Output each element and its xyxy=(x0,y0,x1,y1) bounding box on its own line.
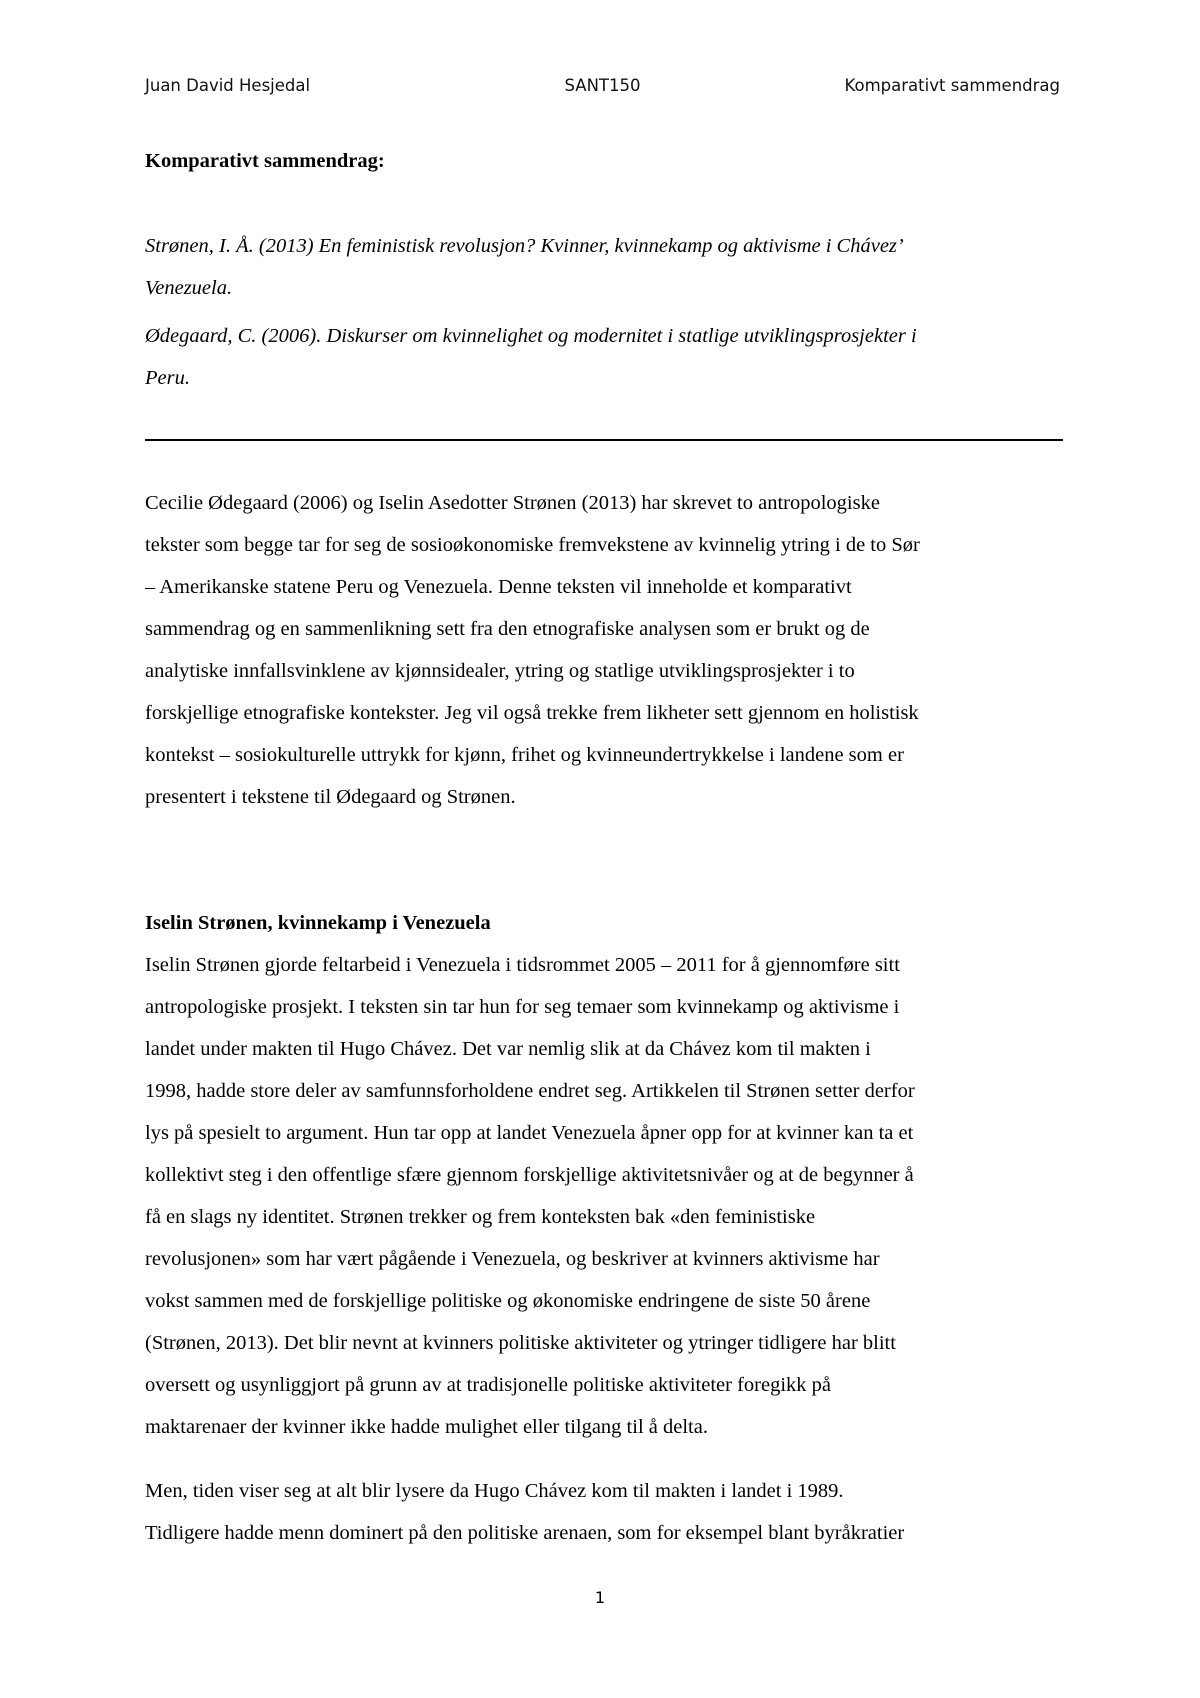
paragraph-line: Men, tiden viser seg at alt blir lysere da Hugo Chávez kom til makten i landet i 1989. xyxy=(145,1480,844,1502)
page-number: 1 xyxy=(594,1588,606,1607)
reference-line: Peru. xyxy=(145,367,190,389)
section-heading: Iselin Strønen, kvinnekamp i Venezuela xyxy=(145,912,491,934)
section-paragraph xyxy=(145,944,1063,1448)
paragraph-line: presentert i tekstene til Ødegaard og Strønen. xyxy=(145,786,516,808)
paragraph-line: kollektivt steg i den offentlige sfære gjennom forskjellige aktivitetsnivåer og at de begynner å xyxy=(145,1164,914,1186)
reference-line: Ødegaard, C. (2006). Diskurser om kvinnelighet og modernitet i statlige utviklingsprosjekter i xyxy=(145,325,917,347)
reference-line: Strønen, I. Å. (2013) En feministisk revolusjon? Kvinner, kvinnekamp og aktivisme i Chávez’ xyxy=(145,235,904,257)
page-header xyxy=(145,76,1060,100)
paragraph-line: (Strønen, 2013). Det blir nevnt at kvinners politiske aktiviteter og ytringer tidligere har blitt xyxy=(145,1332,896,1354)
paragraph-line: Tidligere hadde menn dominert på den politiske arenaen, som for eksempel blant byråkratier xyxy=(145,1522,905,1544)
reference-line: Venezuela. xyxy=(145,277,233,299)
document-title: Komparativt sammendrag: xyxy=(145,150,385,172)
paragraph-line: analytiske innfallsvinklene av kjønnsidealer, ytring og statlige utviklingsprosjekter i to xyxy=(145,660,855,682)
paragraph-line: 1998, hadde store deler av samfunnsforholdene endret seg. Artikkelen til Strønen setter derfor xyxy=(145,1080,915,1102)
paragraph-line: kontekst – sosiokulturelle uttrykk for kjønn, frihet og kvinneundertrykkelse i landene som er xyxy=(145,744,904,766)
header-author: Juan David Hesjedal xyxy=(145,76,311,95)
reference-odegaard xyxy=(145,315,1063,399)
section-paragraph-2 xyxy=(145,1470,1063,1554)
paragraph-line: antropologiske prosjekt. I teksten sin tar hun for seg temaer som kvinnekamp og aktivisme i xyxy=(145,996,900,1018)
paragraph-line: revolusjonen» som har vært pågående i Venezuela, og beskriver at kvinners aktivisme har xyxy=(145,1248,880,1270)
paragraph-line: – Amerikanske statene Peru og Venezuela. Denne teksten vil inneholde et komparativt xyxy=(145,576,852,598)
document-body xyxy=(145,145,1063,1544)
intro-paragraph xyxy=(145,482,1063,818)
paragraph-line: tekster som begge tar for seg de sosioøkonomiske fremvekstene av kvinnelig ytring i de to Sør xyxy=(145,534,920,556)
paragraph-line: forskjellige etnografiske kontekster. Jeg vil også trekke frem likheter sett gjennom en holistisk xyxy=(145,702,919,724)
paragraph-line: oversett og usynliggjort på grunn av at tradisjonelle politiske aktiviteter foregikk på xyxy=(145,1374,832,1396)
horizontal-rule xyxy=(145,439,1063,441)
paragraph-line: maktarenaer der kvinner ikke hadde mulighet eller tilgang til å delta. xyxy=(145,1416,708,1438)
paragraph-line: Iselin Strønen gjorde feltarbeid i Venezuela i tidsrommet 2005 – 2011 for å gjennomføre sitt xyxy=(145,954,900,976)
header-doc-type: Komparativt sammendrag xyxy=(844,76,1060,95)
paragraph-line: Cecilie Ødegaard (2006) og Iselin Asedotter Strønen (2013) har skrevet to antropologiske xyxy=(145,492,880,514)
reference-stronen xyxy=(145,225,1063,309)
paragraph-line: vokst sammen med de forskjellige politiske og økonomiske endringene de siste 50 årene xyxy=(145,1290,871,1312)
paragraph-line: lys på spesielt to argument. Hun tar opp at landet Venezuela åpner opp for at kvinner kan ta et xyxy=(145,1122,914,1144)
paragraph-line: få en slags ny identitet. Strønen trekker og frem konteksten bak «den feministiske xyxy=(145,1206,816,1228)
header-course: SANT150 xyxy=(564,76,641,95)
paragraph-line: landet under makten til Hugo Chávez. Det var nemlig slik at da Chávez kom til makten i xyxy=(145,1038,871,1060)
paragraph-line: sammendrag og en sammenlikning sett fra den etnografiske analysen som er brukt og de xyxy=(145,618,870,640)
